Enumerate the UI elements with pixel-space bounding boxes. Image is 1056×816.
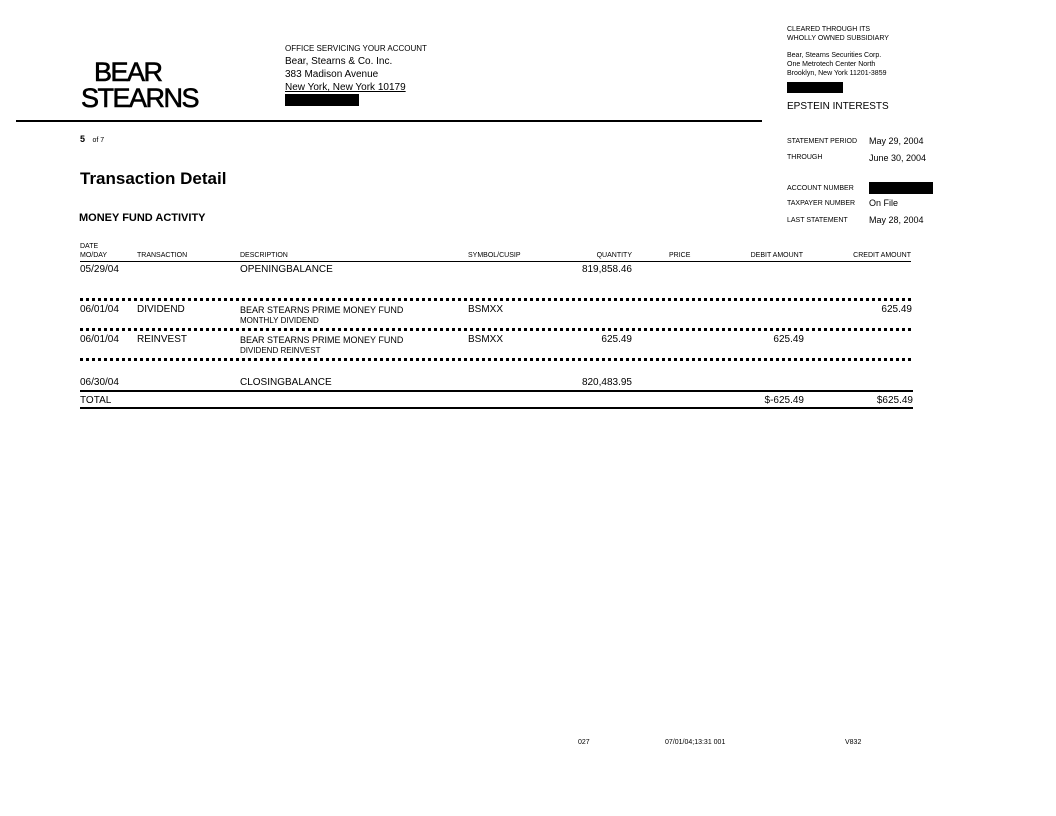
clearing-line-2: WHOLLY OWNED SUBSIDIARY (787, 35, 889, 42)
subsection-title: MONEY FUND ACTIVITY (79, 212, 206, 224)
last-statement-value: May 28, 2004 (869, 215, 924, 225)
statement-period-value: May 29, 2004 (869, 136, 924, 146)
office-line-3: New York, New York 10179 (285, 82, 406, 93)
row-date: 06/30/04 (80, 377, 119, 388)
clearing-line-5: Brooklyn, New York 11201-3859 (787, 70, 887, 77)
last-statement-label: LAST STATEMENT (787, 217, 848, 224)
page-of: of 7 (92, 137, 105, 144)
row-symbol: BSMXX (468, 304, 504, 315)
row-quantity: 819,858.46 (581, 264, 632, 275)
clearing-line-1: CLEARED THROUGH ITS (787, 26, 871, 33)
office-line-2: 383 Madison Avenue (285, 69, 379, 80)
total-bottom-rule (80, 407, 913, 409)
bear-stearns-logo (81, 57, 199, 113)
office-heading: OFFICE SERVICING YOUR ACCOUNT (285, 44, 427, 53)
row-description-2: DIVIDEND REINVEST (240, 346, 321, 355)
row-debit: 625.49 (773, 334, 804, 345)
col-debit: DEBIT AMOUNT (750, 252, 803, 259)
row-date: 06/01/04 (80, 334, 119, 345)
row-divider (80, 328, 911, 331)
through-value: June 30, 2004 (869, 153, 927, 163)
through-label: THROUGH (787, 154, 823, 161)
page-current: 5 (80, 134, 86, 144)
row-description: OPENINGBALANCE (240, 264, 333, 275)
header-rule (16, 120, 762, 122)
office-line-1: Bear, Stearns & Co. Inc. (285, 56, 393, 67)
row-description: CLOSINGBALANCE (240, 377, 332, 388)
account-number-label: ACCOUNT NUMBER (787, 185, 854, 192)
total-top-rule (80, 390, 913, 392)
row-credit: 625.49 (881, 304, 912, 315)
col-transaction: TRANSACTION (137, 252, 188, 259)
row-date: 05/29/04 (80, 264, 119, 275)
row-date: 06/01/04 (80, 304, 119, 315)
footer-timestamp: 07/01/04;13:31 001 (665, 739, 726, 746)
row-transaction: REINVEST (137, 334, 188, 345)
page-number (80, 129, 104, 147)
total-credit: $625.49 (876, 395, 913, 406)
footer-version: V832 (845, 739, 862, 746)
redaction-bar (869, 182, 933, 194)
taxpayer-label: TAXPAYER NUMBER (787, 200, 856, 207)
row-divider (80, 298, 911, 301)
col-date: MO/DAY (80, 252, 108, 259)
statement-period-label: STATEMENT PERIOD (787, 138, 858, 145)
row-transaction: DIVIDEND (137, 304, 185, 315)
row-quantity: 820,483.95 (581, 377, 632, 388)
row-divider (80, 358, 911, 361)
row-quantity: 625.49 (601, 334, 632, 345)
redaction-bar (285, 94, 359, 106)
section-title: Transaction Detail (80, 169, 227, 188)
row-description-2: MONTHLY DIVIDEND (240, 316, 319, 325)
logo-line-1: BEAR (94, 57, 162, 87)
logo-line-2: STEARNS (81, 83, 199, 113)
taxpayer-value: On File (869, 198, 899, 208)
col-quantity: QUANTITY (596, 252, 632, 259)
col-date-top: DATE (80, 243, 99, 250)
col-description: DESCRIPTION (240, 252, 288, 259)
account-name: EPSTEIN INTERESTS (787, 101, 889, 112)
row-description: BEAR STEARNS PRIME MONEY FUND (240, 305, 404, 315)
row-symbol: BSMXX (468, 334, 504, 345)
footer-code: 027 (578, 739, 590, 746)
col-price: PRICE (669, 252, 691, 259)
total-label: TOTAL (80, 395, 112, 406)
column-header-rule (80, 261, 911, 262)
col-credit: CREDIT AMOUNT (853, 252, 911, 259)
total-debit: $-625.49 (764, 395, 804, 406)
row-description: BEAR STEARNS PRIME MONEY FUND (240, 335, 404, 345)
col-symbol: SYMBOL/CUSIP (468, 252, 521, 259)
redaction-bar (787, 82, 843, 93)
clearing-line-4: One Metrotech Center North (787, 61, 876, 68)
clearing-line-3: Bear, Stearns Securities Corp. (787, 52, 882, 59)
